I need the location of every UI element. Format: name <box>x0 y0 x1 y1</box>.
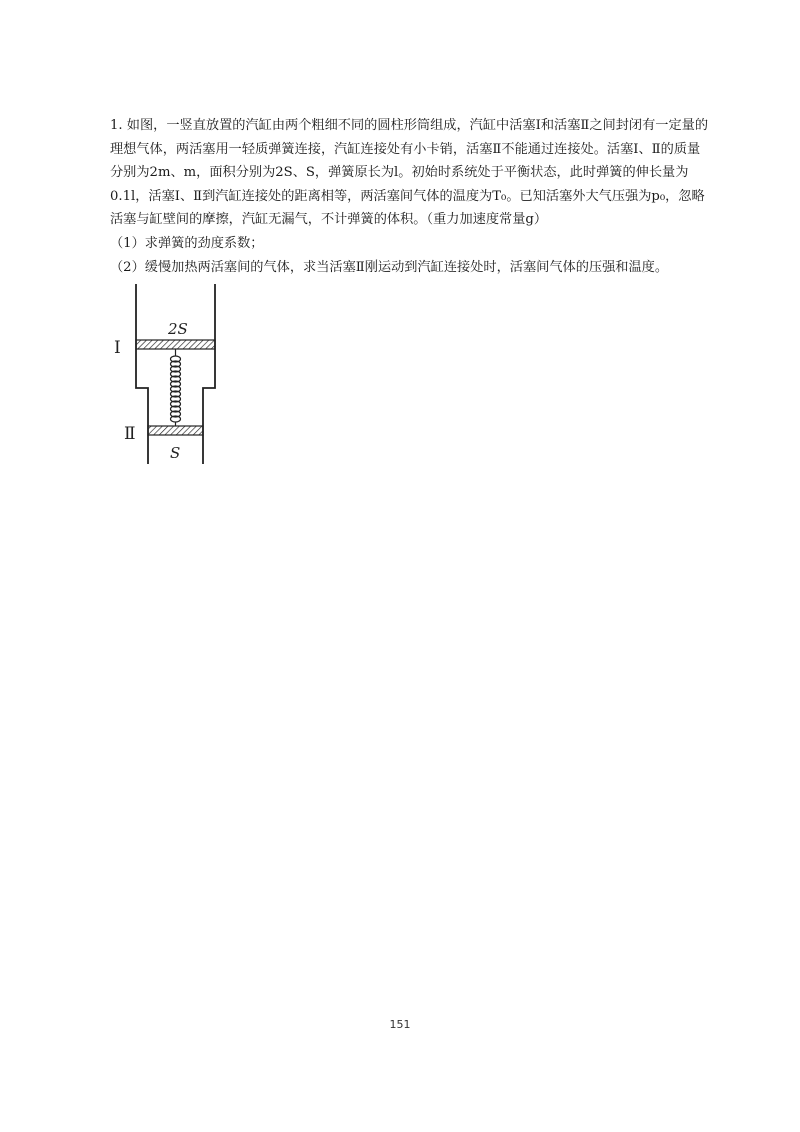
label-area-bottom: S <box>170 444 181 462</box>
cylinder-diagram <box>110 280 230 470</box>
spring <box>171 349 181 426</box>
problem-stem <box>110 114 710 232</box>
label-piston-1: Ⅰ <box>114 338 121 358</box>
problem-number: 1. <box>110 118 123 133</box>
cylinder-figure <box>110 280 230 474</box>
label-piston-2: Ⅱ <box>124 424 136 444</box>
problem-text: 如图，一竖直放置的汽缸由两个粗细不同的圆柱形筒组成，汽缸中活塞Ⅰ和活塞Ⅱ之间封闭有一定量的理想气体，两活塞用一轻质弹簧连接，汽缸连接处有小卡销，活塞Ⅱ不能通过连接处。活塞Ⅰ、Ⅱ的质量分别为2m、m，面积分别为2S、S，弹簧原长为l。初始时系统处于平衡状态，此时弹簧的伸长量为0.1l，活塞Ⅰ、Ⅱ到汽缸连接处的距离相等，两活塞间气体的温度为T₀。已知活塞外大气压强为p₀，忽略活塞与缸壁间的摩擦，汽缸无漏气，不计弹簧的体积。（重力加速度常量g） <box>110 118 709 228</box>
piston-2 <box>148 426 203 435</box>
page-number: 151 <box>389 1018 411 1031</box>
label-area-top: 2S <box>168 320 188 338</box>
cylinder-wall-left <box>136 284 148 464</box>
question-2: （2）缓慢加热两活塞间的气体，求当活塞Ⅱ刚运动到汽缸连接处时，活塞间气体的压强和温度。 <box>110 259 669 275</box>
cylinder-wall-right <box>203 284 215 464</box>
problem-block <box>110 114 710 279</box>
piston-1 <box>136 340 215 349</box>
question-1: （1）求弹簧的劲度系数； <box>110 235 264 251</box>
